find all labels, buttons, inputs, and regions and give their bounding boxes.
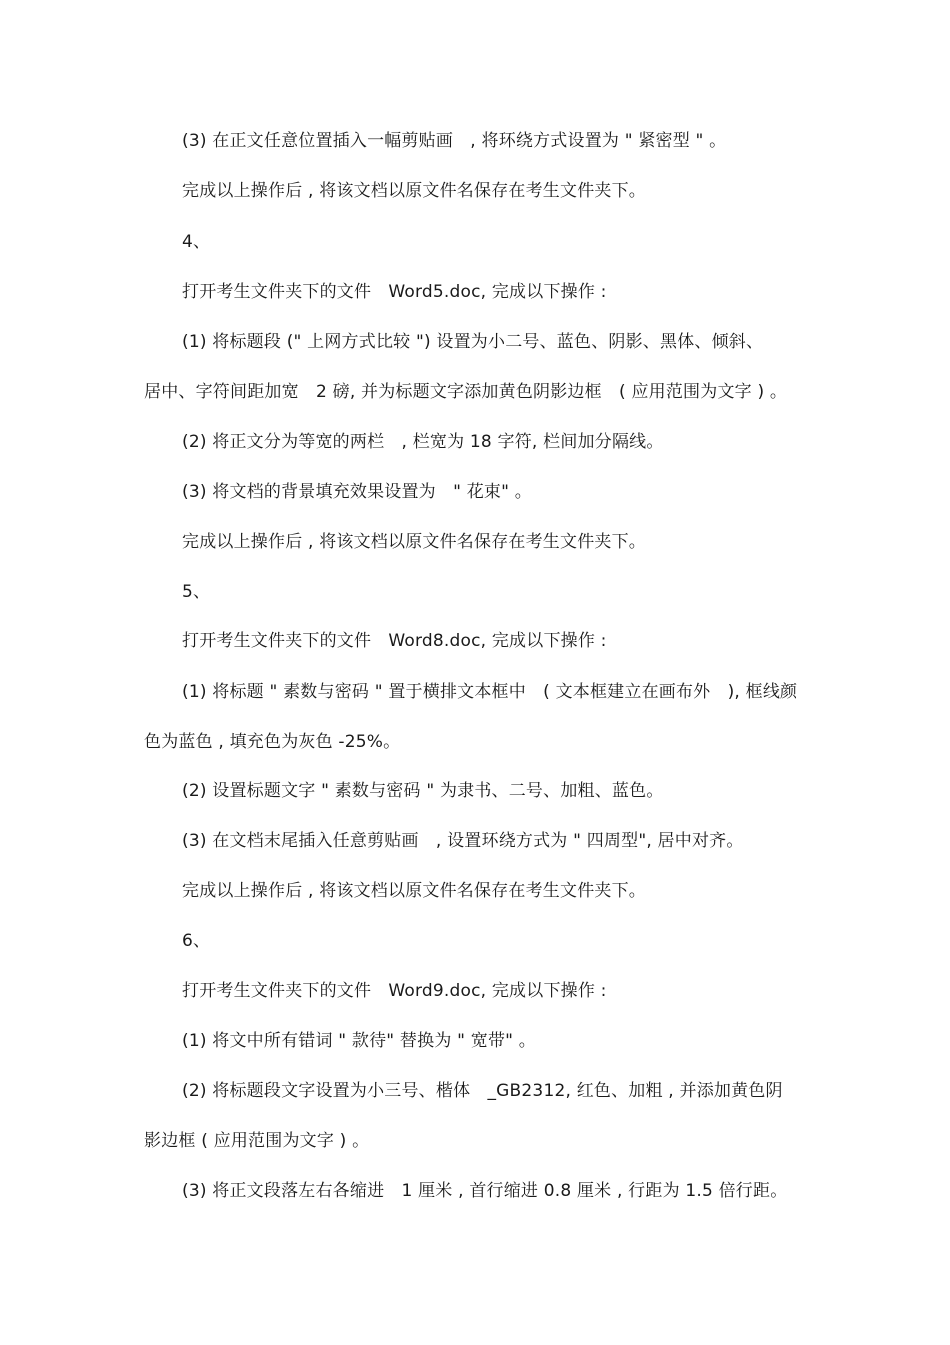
paragraph-line: (3) 在正文任意位置插入一幅剪贴画 , 将环绕方式设置为 " 紧密型 " 。	[182, 131, 727, 151]
paragraph-line: 打开考生文件夹下的文件 Word8.doc, 完成以下操作 :	[182, 631, 607, 651]
paragraph-line: 完成以上操作后 , 将该文档以原文件名保存在考生文件夹下。	[182, 881, 647, 901]
paragraph-line: (3) 将正文段落左右各缩进 1 厘米 , 首行缩进 0.8 厘米 , 行距为 1.5 倍行距。	[182, 1181, 788, 1201]
paragraph-line: (1) 将文中所有错词 " 款待" 替换为 " 宽带" 。	[182, 1031, 536, 1051]
paragraph-line: 打开考生文件夹下的文件 Word9.doc, 完成以下操作 :	[182, 981, 607, 1001]
section-number: 4、	[182, 232, 211, 252]
paragraph-line: (1) 将标题 " 素数与密码 " 置于横排文本框中 ( 文本框建立在画布外 ), 框线颜	[182, 682, 798, 702]
section-number: 6、	[182, 931, 211, 951]
paragraph-line: (3) 在文档末尾插入任意剪贴画 , 设置环绕方式为 " 四周型", 居中对齐。	[182, 831, 744, 851]
paragraph-line: (2) 设置标题文字 " 素数与密码 " 为隶书、二号、加粗、蓝色。	[182, 781, 664, 801]
section-number: 5、	[182, 582, 211, 602]
paragraph-line: 影边框 ( 应用范围为文字 ) 。	[144, 1131, 370, 1151]
paragraph-line: (2) 将正文分为等宽的两栏 , 栏宽为 18 字符, 栏间加分隔线。	[182, 432, 664, 452]
paragraph-line: (3) 将文档的背景填充效果设置为 " 花束" 。	[182, 482, 532, 502]
paragraph-line: 完成以上操作后 , 将该文档以原文件名保存在考生文件夹下。	[182, 532, 647, 552]
paragraph-line: 居中、字符间距加宽 2 磅, 并为标题文字添加黄色阴影边框 ( 应用范围为文字 ) 。	[144, 382, 788, 402]
paragraph-line: 色为蓝色 , 填充色为灰色 -25%。	[144, 732, 401, 752]
paragraph-line: 打开考生文件夹下的文件 Word5.doc, 完成以下操作 :	[182, 282, 607, 302]
paragraph-line: 完成以上操作后 , 将该文档以原文件名保存在考生文件夹下。	[182, 181, 647, 201]
paragraph-line: (1) 将标题段 (" 上网方式比较 ") 设置为小二号、蓝色、阴影、黑体、倾斜、	[182, 332, 764, 352]
paragraph-line: (2) 将标题段文字设置为小三号、楷体 _GB2312, 红色、加粗 , 并添加黄色阴	[182, 1081, 783, 1101]
